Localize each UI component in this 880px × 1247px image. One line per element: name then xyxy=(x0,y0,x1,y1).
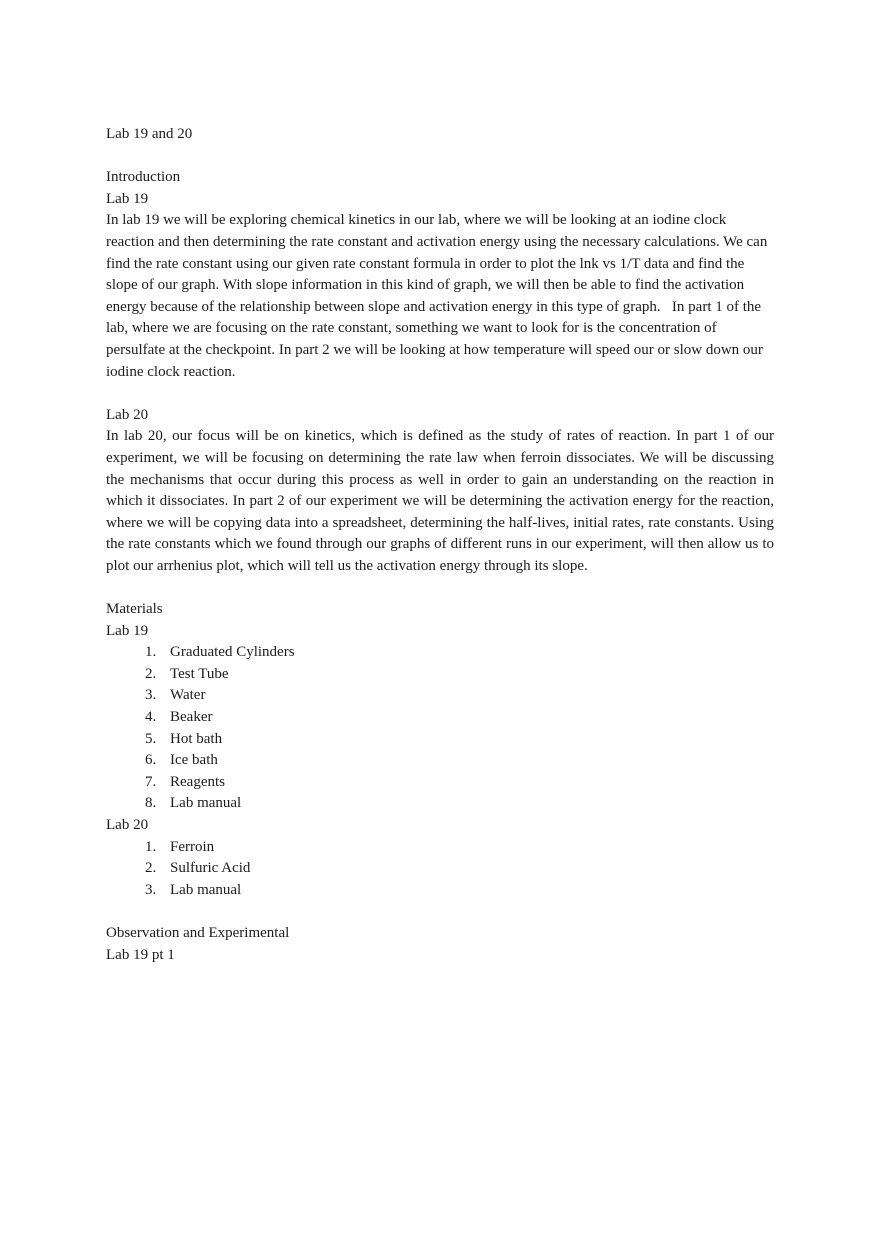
list-item: 2. Test Tube xyxy=(160,664,774,686)
list-item: 3. Water xyxy=(160,685,774,707)
observation-subheading: Lab 19 pt 1 xyxy=(106,946,175,963)
materials-lab19-list xyxy=(106,642,774,815)
materials-lab20-heading: Lab 20 xyxy=(106,817,149,833)
observation-heading: Observation and Experimental xyxy=(106,924,290,941)
blank-line xyxy=(106,146,774,168)
list-item: 7. Reagents xyxy=(160,772,774,794)
list-item: 3. Lab manual xyxy=(160,880,774,902)
introduction-lab20-heading: Lab 20 xyxy=(106,406,149,423)
list-item: 5. Hot bath xyxy=(160,729,774,751)
document-title: Lab 19 and 20 xyxy=(106,126,193,142)
materials-lab19-heading: Lab 19 xyxy=(106,622,149,639)
list-item: 8. Lab manual xyxy=(160,793,774,815)
introduction-lab20-paragraph: In lab 20, our focus will be on kinetics, which is defined as the study of rates of reaction. In part 1 of our experiment, we will be focusing on determining the rate law when ferroin dissociates. We will be discussing the mechanisms that occur during this process as well in order to gain an understanding on the reaction in which it dissociates. In part 2 of our experiment we will be determining the activation energy for the reaction, where we will be copying data into a spreadsheet, determining the half-lives, initial rates, rate constants. Using the rate constants which we found through our graphs of different runs in our experiment, will then allow us to plot our arrhenius plot, which will tell us the activation energy through its slope. xyxy=(106,428,778,574)
introduction-heading: Introduction xyxy=(106,169,181,186)
list-item: 4. Beaker xyxy=(160,707,774,729)
introduction-lab19-paragraph: In lab 19 we will be exploring chemical kinetics in our lab, where we will be looking at an iodine clock reaction and then determining the rate constant and activation energy using the necessary calculations. We can find the rate constant using our given rate constant formula in order to plot the lnk vs 1/T data and find the slope of our graph. With slope information in this kind of graph, we will then be able to find the activation energy because of the relationship between slope and activation energy in this type of graph. In part 1 of the lab, where we are focusing on the rate constant, something we want to look for is the concentration of persulfate at the checkpoint. In part 2 we will be looking at how temperature will speed our or slow down our iodine clock reaction. xyxy=(106,212,772,380)
blank-line xyxy=(106,901,774,923)
materials-heading: Materials xyxy=(106,601,163,618)
materials-lab20-list xyxy=(106,837,774,902)
blank-line xyxy=(106,577,774,599)
list-item: 2. Sulfuric Acid xyxy=(160,858,774,880)
blank-line xyxy=(106,383,774,405)
list-item: 1. Graduated Cylinders xyxy=(160,642,774,664)
list-item: 1. Ferroin xyxy=(160,837,774,859)
list-item: 6. Ice bath xyxy=(160,750,774,772)
introduction-lab19-heading: Lab 19 xyxy=(106,190,149,207)
